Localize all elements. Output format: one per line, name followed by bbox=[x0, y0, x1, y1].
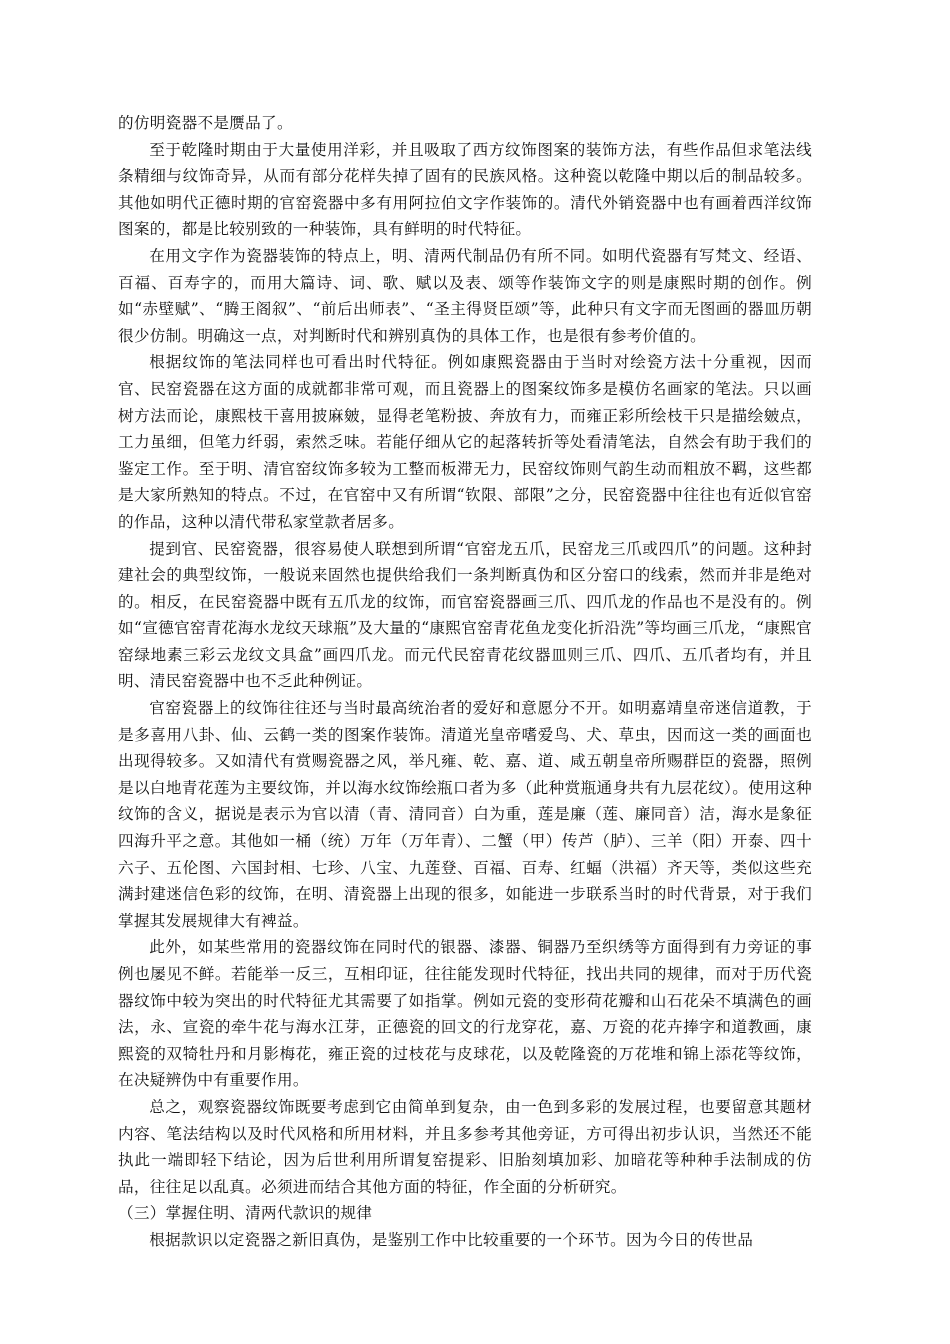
section-heading: （三）掌握住明、清两代款识的规律 bbox=[118, 1204, 373, 1223]
paragraph-marks-intro: 根据款识以定瓷器之新旧真伪，是鉴别工作中比较重要的一个环节。因为今日的传世品 bbox=[149, 1230, 754, 1249]
paragraph-dragon-claws: 提到官、民窑瓷器，很容易使人联想到所谓“官窑龙五爪，民窑龙三爪或四爪”的问题。这种封建社会的典型纹饰，一般说来固然也提供给我们一条判断真伪和区分窑口的线索，然而并非是绝对的。相反，在民窑瓷器中既有五爪龙的纹饰，而官窑瓷器画三爪、四爪龙的作品也不是没有的。例如“宣德官窑青花海水龙纹天球瓶”及大量的“康熙官窑青花鱼龙变化折沿洗”等均画三爪龙，“康熙官窑绿地素三彩云龙纹文具盒”画四爪龙。而元代民窑青花纹器皿则三爪、四爪、五爪者均有，并且明、清民窑瓷器中也不乏此种例证。 bbox=[118, 539, 812, 691]
document-page bbox=[118, 110, 812, 1254]
paragraph-brushwork: 根据纹饰的笔法同样也可看出时代特征。例如康熙瓷器由于当时对绘瓷方法十分重视，因而官、民窑瓷器在这方面的成就都非常可观，而且瓷器上的图案纹饰多是模仿名画家的笔法。只以画树方法而论，康熙枝干喜用披麻皴，显得老笔粉披、奔放有力，而雍正彩所绘枝干只是描绘皴点，工力虽细，但笔力纤弱，索然乏味。若能仔细从它的起落转折等处看清笔法，自然会有助于我们的鉴定工作。至于明、清官窑纹饰多较为工整而板滞无力，民窑纹饰则气韵生动而粗放不羁，这些都是大家所熟知的特点。不过，在官窑中又有所谓“钦限、部限”之分，民窑瓷器中往往也有近似官窑的作品，这种以清代带私家堂款者居多。 bbox=[118, 353, 812, 531]
paragraph-summary: 总之，观察瓷器纹饰既要考虑到它由简单到复杂，由一色到多彩的发展过程，也要留意其题材内容、笔法结构以及时代风格和所用材料，并且多参考其他旁证，方可得出初步认识，当然还不能执此一端即轻下结论，因为后世利用所谓复窑提彩、旧胎刻填加彩、加暗花等种种手法制成的仿品，往往足以乱真。必须进而结合其他方面的特征，作全面的分析研究。 bbox=[118, 1097, 812, 1196]
paragraph-text-decoration: 在用文字作为瓷器装饰的特点上，明、清两代制品仍有所不同。如明代瓷器有写梵文、经语、百福、百寿字的，而用大篇诗、词、歌、赋以及表、颂等作装饰文字的则是康熙时期的创作。例如“赤壁赋”、“腾王阁叙”、“前后出师表”、“圣主得贤臣颂”等，此种只有文字而无图画的器皿历朝很少仿制。明确这一点，对判断时代和辨别真伪的具体工作，也是很有参考价值的。 bbox=[118, 246, 812, 345]
paragraph-continuation: 的仿明瓷器不是赝品了。 bbox=[118, 114, 293, 132]
paragraph-cross-reference: 此外，如某些常用的瓷器纹饰在同时代的银器、漆器、铜器乃至织绣等方面得到有力旁证的事例也屡见不鲜。若能举一反三，互相印证，往往能发现时代特征，找出共同的规律，而对于历代瓷器纹饰中较为突出的时代特征尤其需要了如指掌。例如元瓷的变形荷花瓣和山石花朵不填满色的画法，永、宣瓷的牵牛花与海水江芽，正德瓷的回文的行龙穿花，嘉、万瓷的花卉捧字和道教画，康熙瓷的双犄牡丹和月影梅花，雍正瓷的过枝花与皮球花，以及乾隆瓷的万花堆和锦上添花等纹饰，在决疑辨伪中有重要作用。 bbox=[118, 938, 812, 1090]
paragraph-imperial-preferences: 官窑瓷器上的纹饰往往还与当时最高统治者的爱好和意愿分不开。如明嘉靖皇帝迷信道教，于是多喜用八卦、仙、云鹤一类的图案作装饰。清道光皇帝嗜爱鸟、犬、草虫，因而这一类的画面也出现得较多。又如清代有赏赐瓷器之风，举凡雍、乾、嘉、道、咸五朝皇帝所赐群臣的瓷器，照例是以白地青花莲为主要纹饰，并以海水纹饰绘瓶口者为多（此种赏瓶通身共有九层花纹）。使用这种纹饰的含义，据说是表示为官以清（青、清同音）白为重，莲是廉（莲、廉同音）洁，海水是象征四海升平之意。其他如一桶（统）万年（万年青）、二蟹（甲）传芦（胪）、三羊（阳）开泰、四十六子、五伦图、六国封相、七珍、八宝、九莲登、百福、百寿、红蝠（洪福）齐天等，类似这些充满封建迷信色彩的纹饰，在明、清瓷器上出现的很多，如能进一步联系当时的时代背景，对于我们掌握其发展规律大有裨益。 bbox=[118, 699, 812, 930]
paragraph-qianlong-decoration: 至于乾隆时期由于大量使用洋彩，并且吸取了西方纹饰图案的装饰方法，有些作品但求笔法线条精细与纹饰奇异，从而有部分花样失掉了固有的民族风格。这种瓷以乾隆中期以后的制品较多。其他如明代正德时期的官窑瓷器中多有用阿拉伯文字作装饰的。清代外销瓷器中也有画着西洋纹饰图案的，都是比较别致的一种装饰，具有鲜明的时代特征。 bbox=[118, 140, 812, 239]
